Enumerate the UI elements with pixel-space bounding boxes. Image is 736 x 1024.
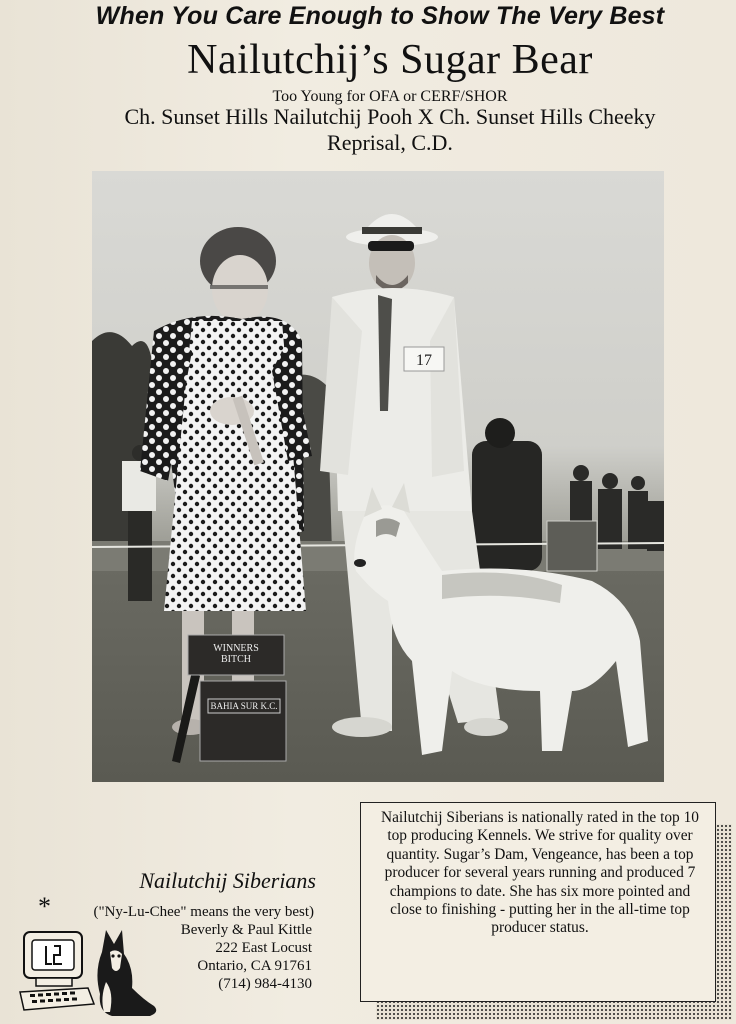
street-address: 222 East Locust <box>215 940 312 956</box>
award-sign-line-2: BITCH <box>221 654 251 665</box>
kennel-name: Nailutchij Siberians <box>139 868 316 893</box>
city-address: Ontario, CA 91761 <box>197 958 312 974</box>
kennel-logo-icon <box>18 922 164 1022</box>
award-sign-title <box>188 643 284 665</box>
show-photo <box>92 171 664 782</box>
name-pronunciation: ("Ny-Lu-Chee" means the very best) <box>93 904 314 920</box>
award-sign-show: BAHIA SUR K.C. <box>210 701 278 711</box>
pedigree <box>60 104 720 156</box>
asterisk-mark: * <box>38 892 51 921</box>
tagline: When You Care Enough to Show The Very Best <box>95 2 665 30</box>
phone-number: (714) 984-4130 <box>218 976 312 992</box>
dog-name-title: Nailutchij’s Sugar Bear <box>187 37 593 83</box>
armband-number: 17 <box>416 352 432 369</box>
owner-names: Beverly & Paul Kittle <box>180 922 312 938</box>
award-sign-line-1: WINNERS <box>213 643 259 654</box>
pedigree-line-1: Ch. Sunset Hills Nailutchij Pooh X Ch. Sunset Hills Cheeky <box>124 104 656 129</box>
description-box <box>360 802 716 1002</box>
description-text: Nailutchij Siberians is nationally rated in the top 10 top producing Kennels. We strive for quality over quantity. Sugar’s Dam, Vengeance, has been a top producer for several years running and produced 7 champions to date. She has six more pointed and close to finishing - putting her in the all-time top producer status. <box>380 809 699 937</box>
health-note: Too Young for OFA or CERF/SHOR <box>272 88 508 105</box>
pedigree-line-2: Reprisal, C.D. <box>327 130 453 155</box>
photo-illustration <box>92 171 664 782</box>
